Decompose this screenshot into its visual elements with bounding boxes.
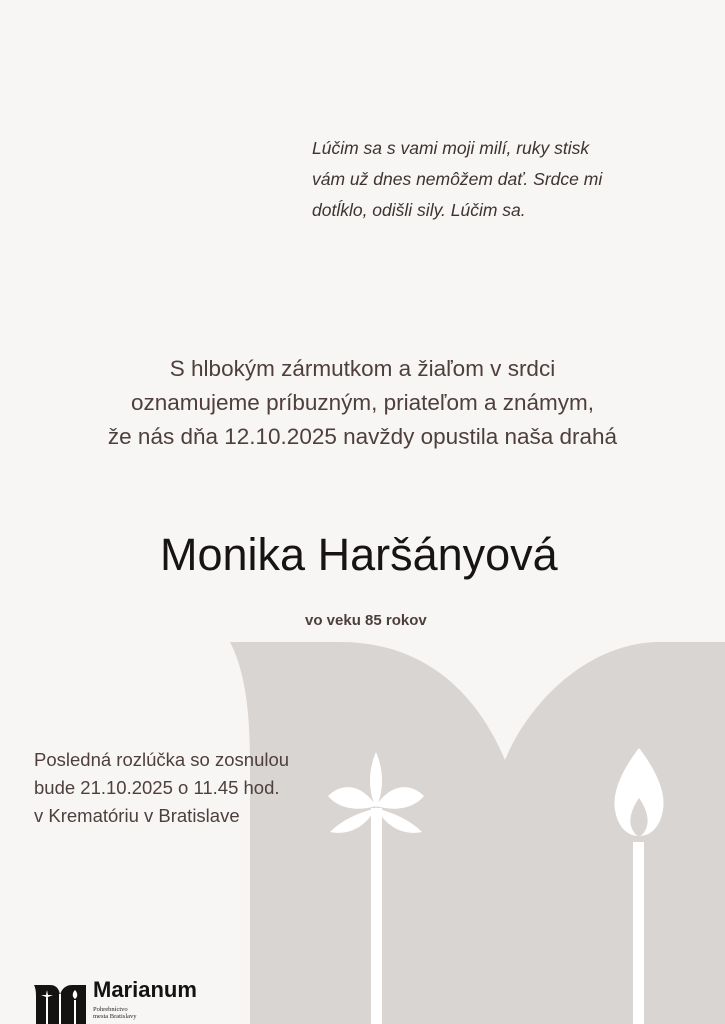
- funeral-line: Posledná rozlúčka so zosnulou: [34, 749, 290, 770]
- funeral-line: v Krematóriu v Bratislave: [34, 805, 240, 826]
- logo-subtitle-line: Pohrebníctvo: [93, 1006, 128, 1013]
- farewell-poem: [312, 133, 672, 226]
- marianum-logo: [34, 977, 234, 1024]
- announcement-text: [30, 352, 695, 454]
- flower-stem: [371, 808, 382, 1024]
- deceased-age: vo veku 85 rokov: [305, 612, 427, 629]
- logo-name: Marianum: [93, 977, 197, 1002]
- funeral-details: [34, 746, 354, 830]
- marianum-logo-icon: [34, 982, 86, 1024]
- poem-line: vám už dnes nemôžem dať. Srdce mi: [312, 169, 603, 189]
- poem-line: Lúčim sa s vami moji milí, ruky stisk: [312, 138, 590, 158]
- announcement-line: oznamujeme príbuzným, priateľom a známym,: [131, 390, 594, 415]
- logo-subtitle: [93, 1006, 173, 1020]
- funeral-line: bude 21.10.2025 o 11.45 hod.: [34, 777, 280, 798]
- candle-stick: [633, 842, 644, 1024]
- logo-subtitle-line: mesta Bratislavy: [93, 1013, 137, 1020]
- deceased-name: Monika Haršányová: [160, 529, 558, 580]
- poem-line: dotĺklo, odišli sily. Lúčim sa.: [312, 200, 526, 220]
- announcement-line: že nás dňa 12.10.2025 navždy opustila naša drahá: [107, 424, 618, 449]
- announcement-line: S hlbokým zármutkom a žiaľom v srdci: [169, 356, 556, 381]
